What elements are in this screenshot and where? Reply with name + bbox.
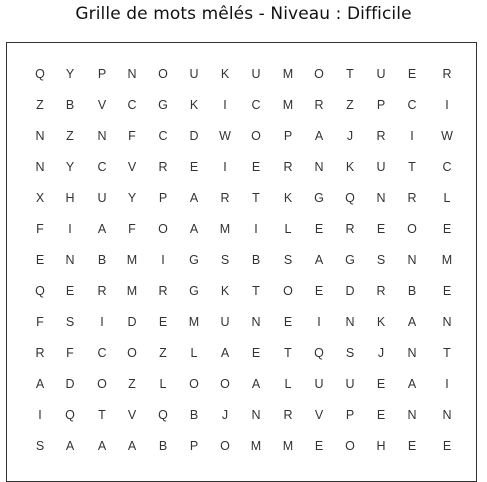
grid-letter[interactable]: P xyxy=(158,191,168,205)
grid-letter[interactable]: K xyxy=(220,67,230,81)
grid-letter[interactable]: I xyxy=(254,222,258,236)
grid-letter[interactable]: I xyxy=(410,129,414,143)
grid-letter[interactable]: Z xyxy=(66,129,74,143)
grid-letter[interactable]: F xyxy=(36,222,44,236)
grid-letter[interactable]: U xyxy=(376,160,386,174)
grid-letter[interactable]: C xyxy=(407,98,417,112)
grid-letter[interactable]: I xyxy=(100,315,104,329)
grid-letter[interactable]: D xyxy=(189,129,199,143)
grid-letter[interactable]: A xyxy=(220,346,230,360)
grid-letter[interactable]: C xyxy=(127,98,137,112)
grid-letter[interactable]: G xyxy=(345,253,355,267)
grid-letter[interactable]: E xyxy=(442,439,452,453)
grid-letter[interactable]: N xyxy=(407,253,417,267)
grid-letter[interactable]: S xyxy=(35,439,45,453)
grid-letter[interactable]: Y xyxy=(65,160,75,174)
grid-letter[interactable]: O xyxy=(97,377,107,391)
grid-letter[interactable]: A xyxy=(189,191,199,205)
grid-letter[interactable]: U xyxy=(314,377,324,391)
grid-letter[interactable]: R xyxy=(407,191,417,205)
grid-letter[interactable]: D xyxy=(345,284,355,298)
grid-letter[interactable]: N xyxy=(407,346,417,360)
grid-letter[interactable]: I xyxy=(223,98,227,112)
grid-letter[interactable]: F xyxy=(128,129,136,143)
grid-letter[interactable]: Z xyxy=(36,98,44,112)
grid-letter[interactable]: N xyxy=(35,129,45,143)
grid-letter[interactable]: F xyxy=(36,315,44,329)
grid-letter[interactable]: R xyxy=(376,129,386,143)
grid-letter[interactable]: N xyxy=(97,129,107,143)
grid-letter[interactable]: Y xyxy=(127,191,137,205)
grid-letter[interactable]: K xyxy=(189,98,199,112)
grid-letter[interactable]: O xyxy=(251,129,261,143)
grid-letter[interactable]: H xyxy=(376,439,386,453)
grid-letter[interactable]: R xyxy=(220,191,230,205)
grid-letter[interactable]: J xyxy=(221,408,229,422)
grid-letter[interactable]: M xyxy=(126,284,138,298)
grid-letter[interactable]: L xyxy=(443,191,451,205)
grid-letter[interactable]: A xyxy=(35,377,45,391)
grid-letter[interactable]: Z xyxy=(159,346,167,360)
grid-letter[interactable]: U xyxy=(345,377,355,391)
grid-letter[interactable]: Q xyxy=(314,346,324,360)
grid-letter[interactable]: E xyxy=(407,67,417,81)
grid-letter[interactable]: B xyxy=(97,253,107,267)
grid-letter[interactable]: V xyxy=(314,408,324,422)
grid-letter[interactable]: I xyxy=(38,408,42,422)
grid-letter[interactable]: N xyxy=(407,408,417,422)
grid-letter[interactable]: R xyxy=(35,346,45,360)
grid-letter[interactable]: O xyxy=(158,222,168,236)
grid-letter[interactable]: N xyxy=(442,408,452,422)
grid-letter[interactable]: E xyxy=(158,315,168,329)
grid-letter[interactable]: H xyxy=(65,191,75,205)
grid-letter[interactable]: Z xyxy=(346,98,354,112)
grid-letter[interactable]: Z xyxy=(128,377,136,391)
grid-letter[interactable]: P xyxy=(283,129,293,143)
grid-letter[interactable]: S xyxy=(376,253,386,267)
grid-letter[interactable]: U xyxy=(251,67,261,81)
grid-letter[interactable]: E xyxy=(442,222,452,236)
grid-letter[interactable]: A xyxy=(407,377,417,391)
grid-letter[interactable]: O xyxy=(283,284,293,298)
grid-letter[interactable]: X xyxy=(35,191,45,205)
grid-letter[interactable]: O xyxy=(220,439,230,453)
grid-letter[interactable]: S xyxy=(65,315,75,329)
grid-letter[interactable]: G xyxy=(314,191,324,205)
grid-letter[interactable]: R xyxy=(314,98,324,112)
grid-letter[interactable]: C xyxy=(97,346,107,360)
grid-letter[interactable]: M xyxy=(188,315,200,329)
grid-letter[interactable]: T xyxy=(443,346,451,360)
grid-letter[interactable]: E xyxy=(376,377,386,391)
grid-letter[interactable]: A xyxy=(407,315,417,329)
grid-letter[interactable]: B xyxy=(158,439,168,453)
grid-letter[interactable]: N xyxy=(314,160,324,174)
grid-letter[interactable]: E xyxy=(189,160,199,174)
grid-letter[interactable]: G xyxy=(158,98,168,112)
grid-letter[interactable]: O xyxy=(407,222,417,236)
grid-letter[interactable]: A xyxy=(65,439,75,453)
grid-letter[interactable]: B xyxy=(251,253,261,267)
grid-letter[interactable]: E xyxy=(442,284,452,298)
grid-letter[interactable]: J xyxy=(377,346,385,360)
grid-letter[interactable]: M xyxy=(282,439,294,453)
grid-letter[interactable]: M xyxy=(441,253,453,267)
grid-letter[interactable]: C xyxy=(158,129,168,143)
grid-letter[interactable]: G xyxy=(189,253,199,267)
grid-letter[interactable]: K xyxy=(345,160,355,174)
grid-letter[interactable]: R xyxy=(158,160,168,174)
grid-letter[interactable]: Q xyxy=(35,284,45,298)
grid-letter[interactable]: U xyxy=(97,191,107,205)
grid-letter[interactable]: R xyxy=(158,284,168,298)
grid-letter[interactable]: L xyxy=(284,377,292,391)
grid-letter[interactable]: E xyxy=(314,222,324,236)
grid-letter[interactable]: P xyxy=(376,98,386,112)
grid-letter[interactable]: O xyxy=(158,67,168,81)
grid-letter[interactable]: S xyxy=(345,346,355,360)
grid-letter[interactable]: I xyxy=(68,222,72,236)
grid-letter[interactable]: V xyxy=(97,98,107,112)
grid-letter[interactable]: C xyxy=(442,160,452,174)
grid-letter[interactable]: O xyxy=(127,346,137,360)
grid-letter[interactable]: K xyxy=(376,315,386,329)
grid-letter[interactable]: T xyxy=(252,191,260,205)
grid-letter[interactable]: I xyxy=(161,253,165,267)
grid-letter[interactable]: A xyxy=(314,129,324,143)
grid-letter[interactable]: E xyxy=(283,315,293,329)
grid-letter[interactable]: S xyxy=(220,253,230,267)
grid-letter[interactable]: N xyxy=(345,315,355,329)
grid-letter[interactable]: L xyxy=(190,346,198,360)
grid-letter[interactable]: E xyxy=(314,284,324,298)
grid-letter[interactable]: O xyxy=(220,377,230,391)
grid-letter[interactable]: M xyxy=(126,253,138,267)
grid-letter[interactable]: E xyxy=(35,253,45,267)
grid-letter[interactable]: C xyxy=(97,160,107,174)
grid-letter[interactable]: D xyxy=(65,377,75,391)
grid-letter[interactable]: O xyxy=(314,67,324,81)
grid-letter[interactable]: Q xyxy=(158,408,168,422)
grid-letter[interactable]: N xyxy=(65,253,75,267)
grid-letter[interactable]: A xyxy=(97,222,107,236)
grid-letter[interactable]: N xyxy=(442,315,452,329)
grid-letter[interactable]: K xyxy=(220,284,230,298)
grid-letter[interactable]: B xyxy=(407,284,417,298)
grid-letter[interactable]: T xyxy=(252,284,260,298)
grid-letter[interactable]: A xyxy=(127,439,137,453)
grid-letter[interactable]: R xyxy=(345,222,355,236)
grid-letter[interactable]: V xyxy=(127,160,137,174)
grid-letter[interactable]: O xyxy=(189,377,199,391)
grid-letter[interactable]: E xyxy=(314,439,324,453)
grid-letter[interactable]: M xyxy=(250,439,262,453)
grid-letter[interactable]: T xyxy=(346,67,354,81)
grid-letter[interactable]: E xyxy=(376,408,386,422)
grid-letter[interactable]: A xyxy=(251,377,261,391)
grid-letter[interactable]: W xyxy=(441,129,453,143)
grid-letter[interactable]: I xyxy=(445,98,449,112)
grid-letter[interactable]: R xyxy=(442,67,452,81)
grid-letter[interactable]: U xyxy=(376,67,386,81)
grid-letter[interactable]: I xyxy=(445,377,449,391)
grid-letter[interactable]: M xyxy=(282,98,294,112)
grid-letter[interactable]: K xyxy=(283,191,293,205)
grid-letter[interactable]: A xyxy=(314,253,324,267)
grid-letter[interactable]: N xyxy=(251,315,261,329)
grid-letter[interactable]: M xyxy=(282,67,294,81)
grid-letter[interactable]: Y xyxy=(65,67,75,81)
grid-letter[interactable]: R xyxy=(283,160,293,174)
grid-letter[interactable]: E xyxy=(407,439,417,453)
grid-letter[interactable]: R xyxy=(97,284,107,298)
grid-letter[interactable]: C xyxy=(251,98,261,112)
grid-letter[interactable]: L xyxy=(284,222,292,236)
grid-letter[interactable]: E xyxy=(251,160,261,174)
grid-letter[interactable]: S xyxy=(283,253,293,267)
grid-letter[interactable]: I xyxy=(317,315,321,329)
grid-letter[interactable]: N xyxy=(251,408,261,422)
grid-letter[interactable]: A xyxy=(189,222,199,236)
grid-letter[interactable]: B xyxy=(65,98,75,112)
grid-letter[interactable]: U xyxy=(220,315,230,329)
grid-letter[interactable]: N xyxy=(35,160,45,174)
grid-letter[interactable]: F xyxy=(128,222,136,236)
grid-letter[interactable]: T xyxy=(98,408,106,422)
grid-letter[interactable]: P xyxy=(345,408,355,422)
grid-letter[interactable]: E xyxy=(376,222,386,236)
grid-letter[interactable]: R xyxy=(376,284,386,298)
grid-letter[interactable]: E xyxy=(251,346,261,360)
grid-letter[interactable]: V xyxy=(127,408,137,422)
grid-letter[interactable]: L xyxy=(159,377,167,391)
grid-letter[interactable]: J xyxy=(346,129,354,143)
grid-letter[interactable]: A xyxy=(97,439,107,453)
grid-letter[interactable]: Q xyxy=(345,191,355,205)
grid-letter[interactable]: B xyxy=(189,408,199,422)
grid-letter[interactable]: Q xyxy=(35,67,45,81)
grid-letter[interactable]: I xyxy=(223,160,227,174)
grid-letter[interactable]: U xyxy=(189,67,199,81)
grid-letter[interactable]: P xyxy=(189,439,199,453)
grid-letter[interactable]: T xyxy=(284,346,292,360)
grid-letter[interactable]: M xyxy=(219,222,231,236)
page-title: Grille de mots mêlés - Niveau : Difficile xyxy=(75,4,412,24)
grid-letter[interactable]: Q xyxy=(65,408,75,422)
grid-letter[interactable]: T xyxy=(408,160,416,174)
grid-letter[interactable]: F xyxy=(66,346,74,360)
grid-letter[interactable]: W xyxy=(219,129,231,143)
grid-letter[interactable]: D xyxy=(127,315,137,329)
grid-letter[interactable]: N xyxy=(127,67,137,81)
grid-letter[interactable]: R xyxy=(283,408,293,422)
grid-letter[interactable]: G xyxy=(189,284,199,298)
grid-letter[interactable]: O xyxy=(345,439,355,453)
grid-letter[interactable]: P xyxy=(97,67,107,81)
grid-letter[interactable]: N xyxy=(376,191,386,205)
grid-letter[interactable]: E xyxy=(65,284,75,298)
